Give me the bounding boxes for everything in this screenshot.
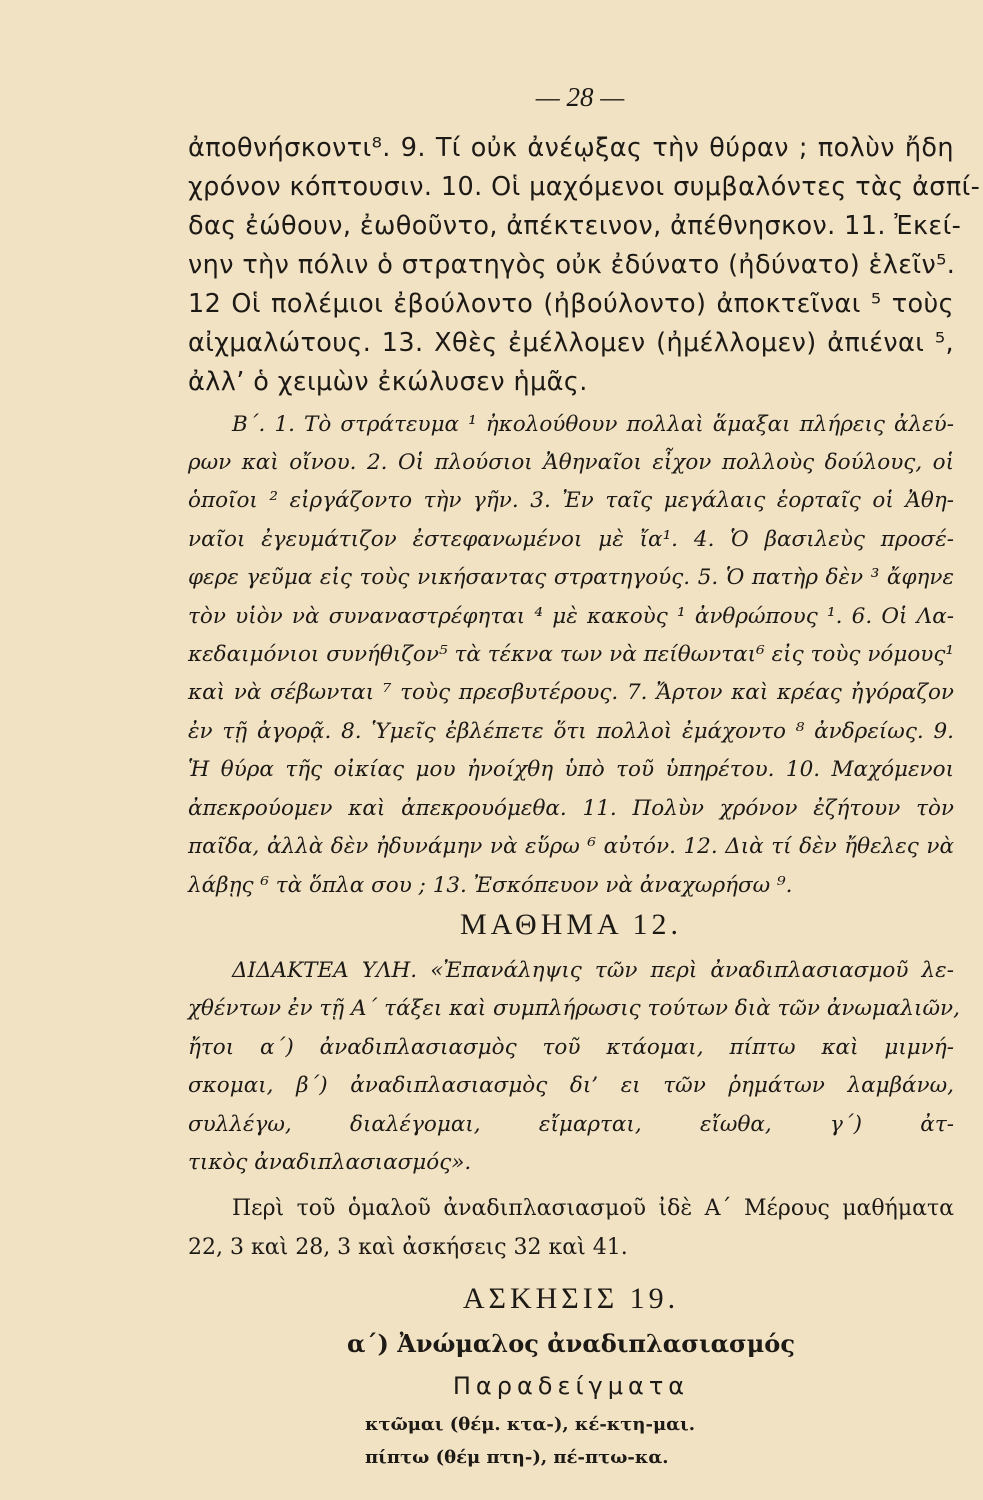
page-number: — 28 — [535, 82, 625, 112]
text-line: χθέντων ἐν τῇ Α΄ τάξει καὶ συμπλήρωσις τούτων διὰ τῶν ἀνωμαλιῶν, [188, 996, 960, 1021]
text-line: φερε γεῦμα εἰς τοὺς νικήσαντας στρατηγούς. 5. Ὁ πατὴρ δὲν ³ ἄφηνε [188, 565, 954, 590]
text-line: ἀλλ’ ὁ χειμὼν ἐκώλυσεν ἡμᾶς. [188, 367, 588, 397]
text-line: νην τὴν πόλιν ὁ στρατηγὸς οὐκ ἐδύνατο (ἠδύνατο) ἑλεῖν⁵. [188, 250, 956, 280]
example-line: κτῶμαι (θέμ. κτα-), κέ-κτη-μαι. [365, 1414, 695, 1435]
text-line: κεδαιμόνιοι συνήθιζον⁵ τὰ τέκνα των νὰ πείθωνται⁶ εἰς τοὺς νόμους¹ [188, 642, 954, 667]
text-line: χρόνον κόπτουσιν. 10. Οἱ μαχόμενοι συμβαλόντες τὰς ἀσπί- [188, 172, 981, 202]
text-line: παῖδα, ἀλλὰ δὲν ἠδυνάμην νὰ εὕρω ⁶ αὐτόν. 12. Διὰ τί δὲν ἤθελες νὰ [188, 834, 954, 859]
text-line: σκομαι, β΄) ἀναδιπλασιασμὸς δι’ ει τῶν ῥημάτων λαμβάνω, [188, 1073, 954, 1098]
exercise-heading: ΑΣΚΗΣΙΣ 19. [462, 1282, 680, 1315]
text-line: συλλέγω, διαλέγομαι, εἴμαρται, εἴωθα, γ΄) ἀτ- [188, 1112, 954, 1137]
text-line: τικὸς ἀναδιπλασιασμός». [188, 1150, 472, 1175]
text-line: ἐν τῇ ἀγορᾷ. 8. Ὑμεῖς ἐβλέπετε ὅτι πολλοὶ ἐμάχοντο ⁸ ἀνδρείως. 9. [188, 719, 954, 744]
text-line: 12 Οἱ πολέμιοι ἐβούλοντο (ἠβούλοντο) ἀποκτεῖναι ⁵ τοὺς [188, 289, 954, 319]
text-line: ἀποθνήσκοντι⁸. 9. Τί οὐκ ἀνέῳξας τὴν θύραν ; πολὺν ἤδη [188, 133, 954, 163]
text-line: Β΄. 1. Τὸ στράτευμα ¹ ἠκολούθουν πολλαὶ ἅμαξαι πλήρεις ἀλεύ- [232, 412, 954, 437]
text-line: καὶ νὰ σέβωνται ⁷ τοὺς πρεσβυτέρους. 7. Ἄρτον καὶ κρέας ἠγόραζον [188, 680, 954, 705]
text-line: ὁποῖοι ² εἰργάζοντο τὴν γῆν. 3. Ἐν ταῖς μεγάλαις ἑορταῖς οἱ Ἀθη- [188, 488, 954, 513]
text-line: Περὶ τοῦ ὁμαλοῦ ἀναδιπλασιασμοῦ ἰδὲ Α΄ Μέρους μαθήματα [232, 1196, 954, 1221]
text-line: ναῖοι ἐγευμάτιζον ἐστεφανωμένοι μὲ ἴα¹. 4. Ὁ βασιλεὺς προσέ- [188, 527, 954, 552]
text-line: ἤτοι α΄) ἀναδιπλασιασμὸς τοῦ κτάομαι, πίπτω καὶ μιμνή- [188, 1035, 954, 1060]
exercise-subheading: α΄) Ἀνώμαλος ἀναδιπλασιασμός [347, 1329, 795, 1358]
text-line: 22, 3 καὶ 28, 3 καὶ ἀσκήσεις 32 καὶ 41. [188, 1235, 628, 1260]
text-line: αἰχμαλώτους. 13. Χθὲς ἐμέλλομεν (ἠμέλλομεν) ἀπιέναι ⁵, [188, 328, 954, 358]
text-line: ΔΙΔΑΚΤΕΑ ΥΛΗ. «Ἐπανάληψις τῶν περὶ ἀναδιπλασιασμοῦ λε- [232, 958, 954, 983]
text-line: δας ἐώθουν, ἐωθοῦντο, ἀπέκτεινον, ἀπέθνησκον. 11. Ἐκεί- [188, 211, 962, 241]
text-line: λάβῃς ⁶ τὰ ὅπλα σου ; 13. Ἐσκόπευον νὰ ἀναχωρήσω ⁹. [188, 873, 793, 898]
text-line: Ἡ θύρα τῆς οἰκίας μου ἠνοίχθη ὑπὸ τοῦ ὑπηρέτου. 10. Μαχόμενοι [188, 757, 954, 782]
examples-heading: Παραδείγματα [452, 1372, 690, 1400]
text-line: τὸν υἱὸν νὰ συναναστρέφηται ⁴ μὲ κακοὺς ¹ ἀνθρώπους ¹. 6. Οἱ Λα- [188, 604, 954, 629]
text-line: ἀπεκρούομεν καὶ ἀπεκρουόμεθα. 11. Πολὺν χρόνον ἐζήτουν τὸν [188, 796, 954, 821]
text-line: ρων καὶ οἴνου. 2. Οἱ πλούσιοι Ἀθηναῖοι εἶχον πολλοὺς δούλους, οἱ [188, 450, 954, 475]
lesson-heading: ΜΑΘΗΜΑ 12. [459, 908, 683, 941]
example-line: πίπτω (θέμ πτη-), πέ-πτω-κα. [365, 1447, 669, 1468]
